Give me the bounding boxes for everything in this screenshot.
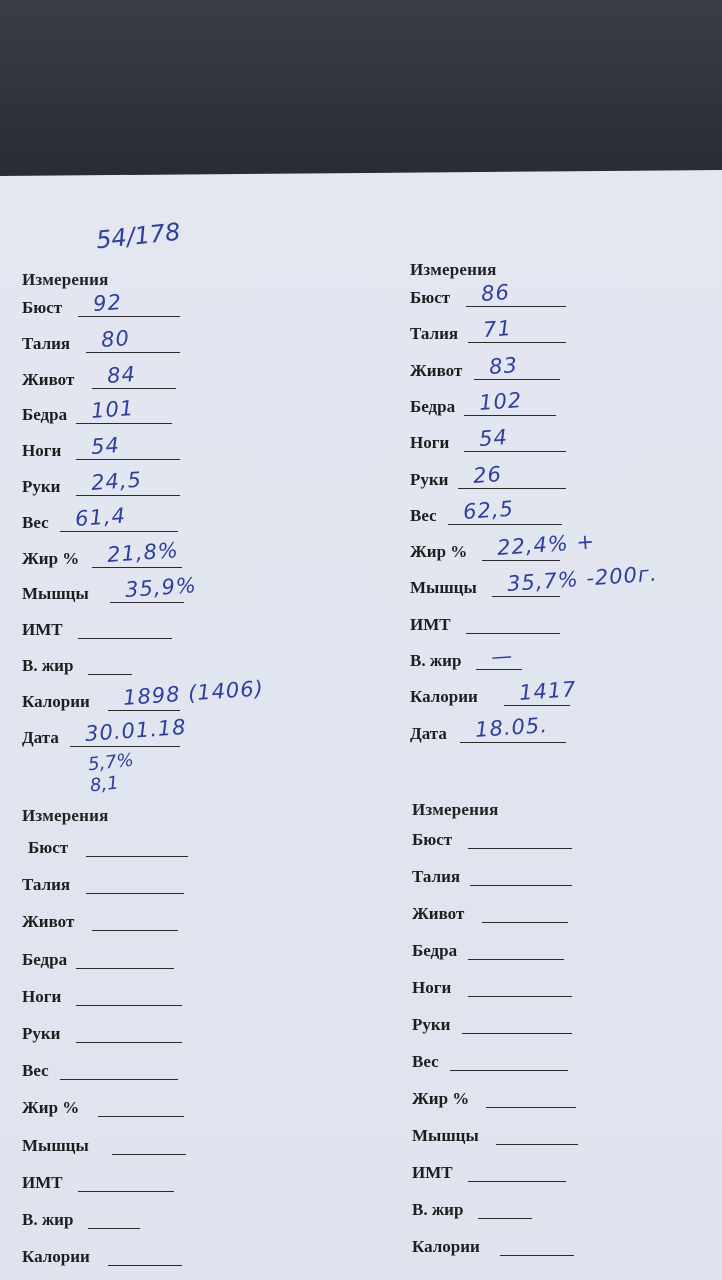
field-underline bbox=[464, 415, 556, 416]
field-label: В. жир bbox=[412, 1200, 464, 1219]
handwritten-value: 84 bbox=[106, 361, 137, 388]
field-underline bbox=[78, 1191, 174, 1192]
field-label: Руки bbox=[22, 1024, 61, 1043]
field-underline bbox=[468, 342, 566, 343]
field-underline bbox=[468, 848, 572, 849]
field-label: Дата bbox=[410, 723, 447, 743]
field-label: Ноги bbox=[22, 986, 62, 1006]
form-title: Измерения bbox=[22, 806, 109, 825]
field-label: Вес bbox=[410, 505, 437, 525]
field-label: ИМТ bbox=[410, 614, 451, 634]
field-underline bbox=[60, 531, 178, 532]
handwritten-value: 54 bbox=[90, 433, 121, 460]
form-row bbox=[410, 352, 722, 383]
form-row bbox=[22, 503, 342, 535]
field-label: Живот bbox=[22, 369, 75, 389]
form-row bbox=[22, 537, 342, 571]
field-underline bbox=[468, 959, 564, 960]
field-label: Талия bbox=[412, 867, 461, 886]
field-underline bbox=[76, 1042, 182, 1043]
field-underline bbox=[496, 1144, 578, 1145]
field-underline bbox=[482, 922, 568, 923]
handwritten-value: 35,9% bbox=[124, 573, 198, 603]
handwritten-value: 71 bbox=[482, 316, 513, 343]
field-underline bbox=[448, 524, 562, 525]
field-label: Талия bbox=[22, 333, 71, 353]
form-row bbox=[22, 950, 342, 972]
form-title: Измерения bbox=[410, 260, 497, 279]
handwritten-value: 62,5 bbox=[462, 496, 515, 524]
field-label: Мышцы bbox=[22, 1135, 89, 1155]
form-row bbox=[22, 396, 342, 427]
form-row bbox=[412, 1163, 722, 1185]
handwritten-value: 1898 (1406) bbox=[122, 676, 265, 710]
form-row bbox=[410, 461, 722, 492]
field-label: Талия bbox=[22, 875, 71, 895]
form-row bbox=[22, 1247, 342, 1269]
field-label: Вес bbox=[22, 1061, 49, 1081]
handwritten-value: 83 bbox=[488, 352, 519, 379]
form-title: Измерения bbox=[22, 270, 109, 289]
form-row bbox=[22, 433, 342, 463]
form-row bbox=[412, 904, 722, 926]
handwritten-value: 24,5 bbox=[90, 467, 143, 495]
form-row bbox=[22, 290, 342, 320]
field-underline bbox=[76, 968, 174, 969]
form-row bbox=[22, 1024, 342, 1046]
field-label: Жир % bbox=[412, 1089, 470, 1108]
field-underline bbox=[112, 1154, 186, 1155]
field-underline bbox=[98, 1116, 184, 1117]
field-underline bbox=[60, 1079, 178, 1080]
field-label: Руки bbox=[22, 477, 61, 496]
field-underline bbox=[486, 1107, 576, 1108]
form-row bbox=[22, 656, 342, 678]
handwritten-value: 26 bbox=[472, 461, 503, 488]
field-underline bbox=[86, 352, 180, 353]
form-row bbox=[412, 1200, 722, 1222]
dark-background bbox=[0, 0, 722, 176]
field-underline bbox=[86, 893, 184, 894]
field-underline bbox=[450, 1070, 568, 1071]
field-label: Бедра bbox=[22, 405, 68, 425]
form-row bbox=[22, 838, 342, 860]
field-underline bbox=[78, 638, 172, 639]
handwritten-value: 18.05. bbox=[474, 712, 549, 742]
form-row bbox=[410, 561, 722, 600]
field-underline bbox=[88, 1228, 140, 1229]
form-row bbox=[410, 496, 722, 528]
handwritten-value: 102 bbox=[478, 387, 523, 415]
field-label: В. жир bbox=[22, 656, 74, 675]
handwritten-value: 22,4% + bbox=[496, 529, 596, 561]
handwritten-value: 86 bbox=[480, 280, 511, 306]
field-label: Бюст bbox=[28, 838, 69, 857]
form-row bbox=[410, 677, 722, 709]
handwritten-value: 61,4 bbox=[74, 503, 127, 531]
field-underline bbox=[76, 495, 180, 496]
extra-note: 8,1 bbox=[88, 772, 120, 797]
handwritten-value: 101 bbox=[90, 396, 135, 424]
field-label: Калории bbox=[22, 691, 90, 711]
form-row bbox=[410, 529, 722, 564]
field-label: Бюст bbox=[412, 830, 453, 849]
handwritten-value: 92 bbox=[92, 290, 123, 316]
field-label: Жир % bbox=[410, 542, 468, 562]
extra-note: 5,7% bbox=[87, 749, 135, 776]
handwritten-value: 54 bbox=[478, 425, 509, 452]
field-label: Бедра bbox=[22, 949, 68, 969]
form-row bbox=[22, 1061, 342, 1083]
field-label: Ноги bbox=[22, 441, 62, 461]
handwritten-value: — bbox=[490, 643, 514, 669]
field-label: Калории bbox=[410, 687, 478, 707]
field-underline bbox=[474, 379, 560, 380]
field-underline bbox=[110, 602, 184, 603]
field-underline bbox=[92, 930, 178, 931]
form-row bbox=[22, 361, 342, 392]
field-underline bbox=[478, 1218, 532, 1219]
field-underline bbox=[468, 996, 572, 997]
field-label: ИМТ bbox=[22, 1172, 63, 1192]
handwritten-value: 80 bbox=[100, 325, 131, 352]
field-underline bbox=[76, 423, 172, 424]
form-row bbox=[22, 912, 342, 934]
field-underline bbox=[482, 560, 560, 561]
form-row bbox=[410, 316, 722, 346]
field-underline bbox=[108, 710, 180, 711]
form-row bbox=[410, 280, 722, 310]
field-label: Талия bbox=[410, 324, 459, 344]
form-row bbox=[412, 867, 722, 889]
field-label: Бюст bbox=[410, 288, 451, 307]
field-underline bbox=[500, 1255, 574, 1256]
field-label: Бедра bbox=[412, 941, 458, 960]
field-label: Ноги bbox=[410, 433, 450, 453]
field-underline bbox=[476, 669, 522, 670]
field-underline bbox=[468, 1181, 566, 1182]
field-label: ИМТ bbox=[22, 620, 63, 640]
form-row bbox=[22, 875, 342, 897]
field-label: Калории bbox=[22, 1247, 90, 1267]
field-underline bbox=[86, 856, 188, 857]
form-row bbox=[412, 1237, 722, 1259]
handwritten-value: 35,7% -200г. bbox=[506, 561, 659, 597]
field-label: Живот bbox=[22, 912, 75, 932]
form-row bbox=[22, 467, 342, 499]
form-row bbox=[412, 941, 722, 963]
handwritten-value: 21,8% bbox=[106, 537, 180, 567]
field-label: Мышцы bbox=[22, 584, 89, 604]
form-row bbox=[22, 714, 342, 750]
form-row bbox=[22, 1210, 342, 1232]
form-row bbox=[412, 1052, 722, 1074]
form-row bbox=[22, 620, 342, 642]
field-label: Руки bbox=[410, 469, 449, 489]
form-row bbox=[410, 425, 722, 455]
field-underline bbox=[92, 388, 176, 389]
form-row bbox=[412, 1126, 722, 1148]
field-underline bbox=[492, 596, 560, 597]
form-row bbox=[22, 1173, 342, 1195]
field-underline bbox=[504, 705, 570, 706]
field-underline bbox=[108, 1265, 182, 1266]
field-label: Мышцы bbox=[410, 578, 477, 598]
form-row bbox=[412, 1015, 722, 1037]
field-label: В. жир bbox=[410, 651, 462, 670]
form-row bbox=[412, 1089, 722, 1111]
form-row bbox=[412, 830, 722, 852]
field-label: Бюст bbox=[22, 298, 63, 317]
form-row bbox=[22, 573, 342, 606]
field-label: Руки bbox=[412, 1015, 451, 1034]
form-row bbox=[22, 987, 342, 1009]
field-underline bbox=[466, 306, 566, 307]
field-underline bbox=[464, 451, 566, 452]
form-row bbox=[410, 615, 722, 637]
field-underline bbox=[462, 1033, 572, 1034]
field-underline bbox=[78, 316, 180, 317]
field-label: Вес bbox=[22, 512, 49, 532]
field-label: Живот bbox=[412, 904, 465, 923]
field-label: ИМТ bbox=[412, 1163, 453, 1182]
field-label: Бедра bbox=[410, 396, 456, 416]
handwritten-value: 1417 bbox=[518, 677, 578, 706]
field-underline bbox=[466, 633, 560, 634]
field-label: Живот bbox=[410, 360, 463, 380]
field-underline bbox=[92, 567, 182, 568]
form-row bbox=[412, 978, 722, 1000]
handwritten-value: 30.01.18 bbox=[84, 714, 188, 746]
form-row bbox=[410, 643, 722, 673]
field-label: Жир % bbox=[22, 1098, 80, 1118]
field-underline bbox=[88, 674, 132, 675]
form-row bbox=[22, 676, 342, 714]
field-label: Ноги bbox=[412, 978, 452, 997]
field-label: Жир % bbox=[22, 548, 80, 568]
field-label: Вес bbox=[412, 1052, 439, 1071]
field-underline bbox=[76, 1005, 182, 1006]
field-label: Мышцы bbox=[412, 1126, 479, 1145]
form-row bbox=[22, 1136, 342, 1158]
field-underline bbox=[470, 885, 572, 886]
form-row bbox=[410, 387, 722, 419]
field-label: Дата bbox=[22, 727, 59, 747]
field-label: В. жир bbox=[22, 1210, 74, 1229]
field-label: Калории bbox=[412, 1237, 480, 1256]
form-title: Измерения bbox=[412, 800, 499, 819]
form-row bbox=[22, 1098, 342, 1120]
form-row bbox=[410, 712, 722, 746]
form-row bbox=[22, 325, 342, 356]
top-handwritten-note: 54/178 bbox=[94, 217, 182, 255]
field-underline bbox=[76, 459, 180, 460]
